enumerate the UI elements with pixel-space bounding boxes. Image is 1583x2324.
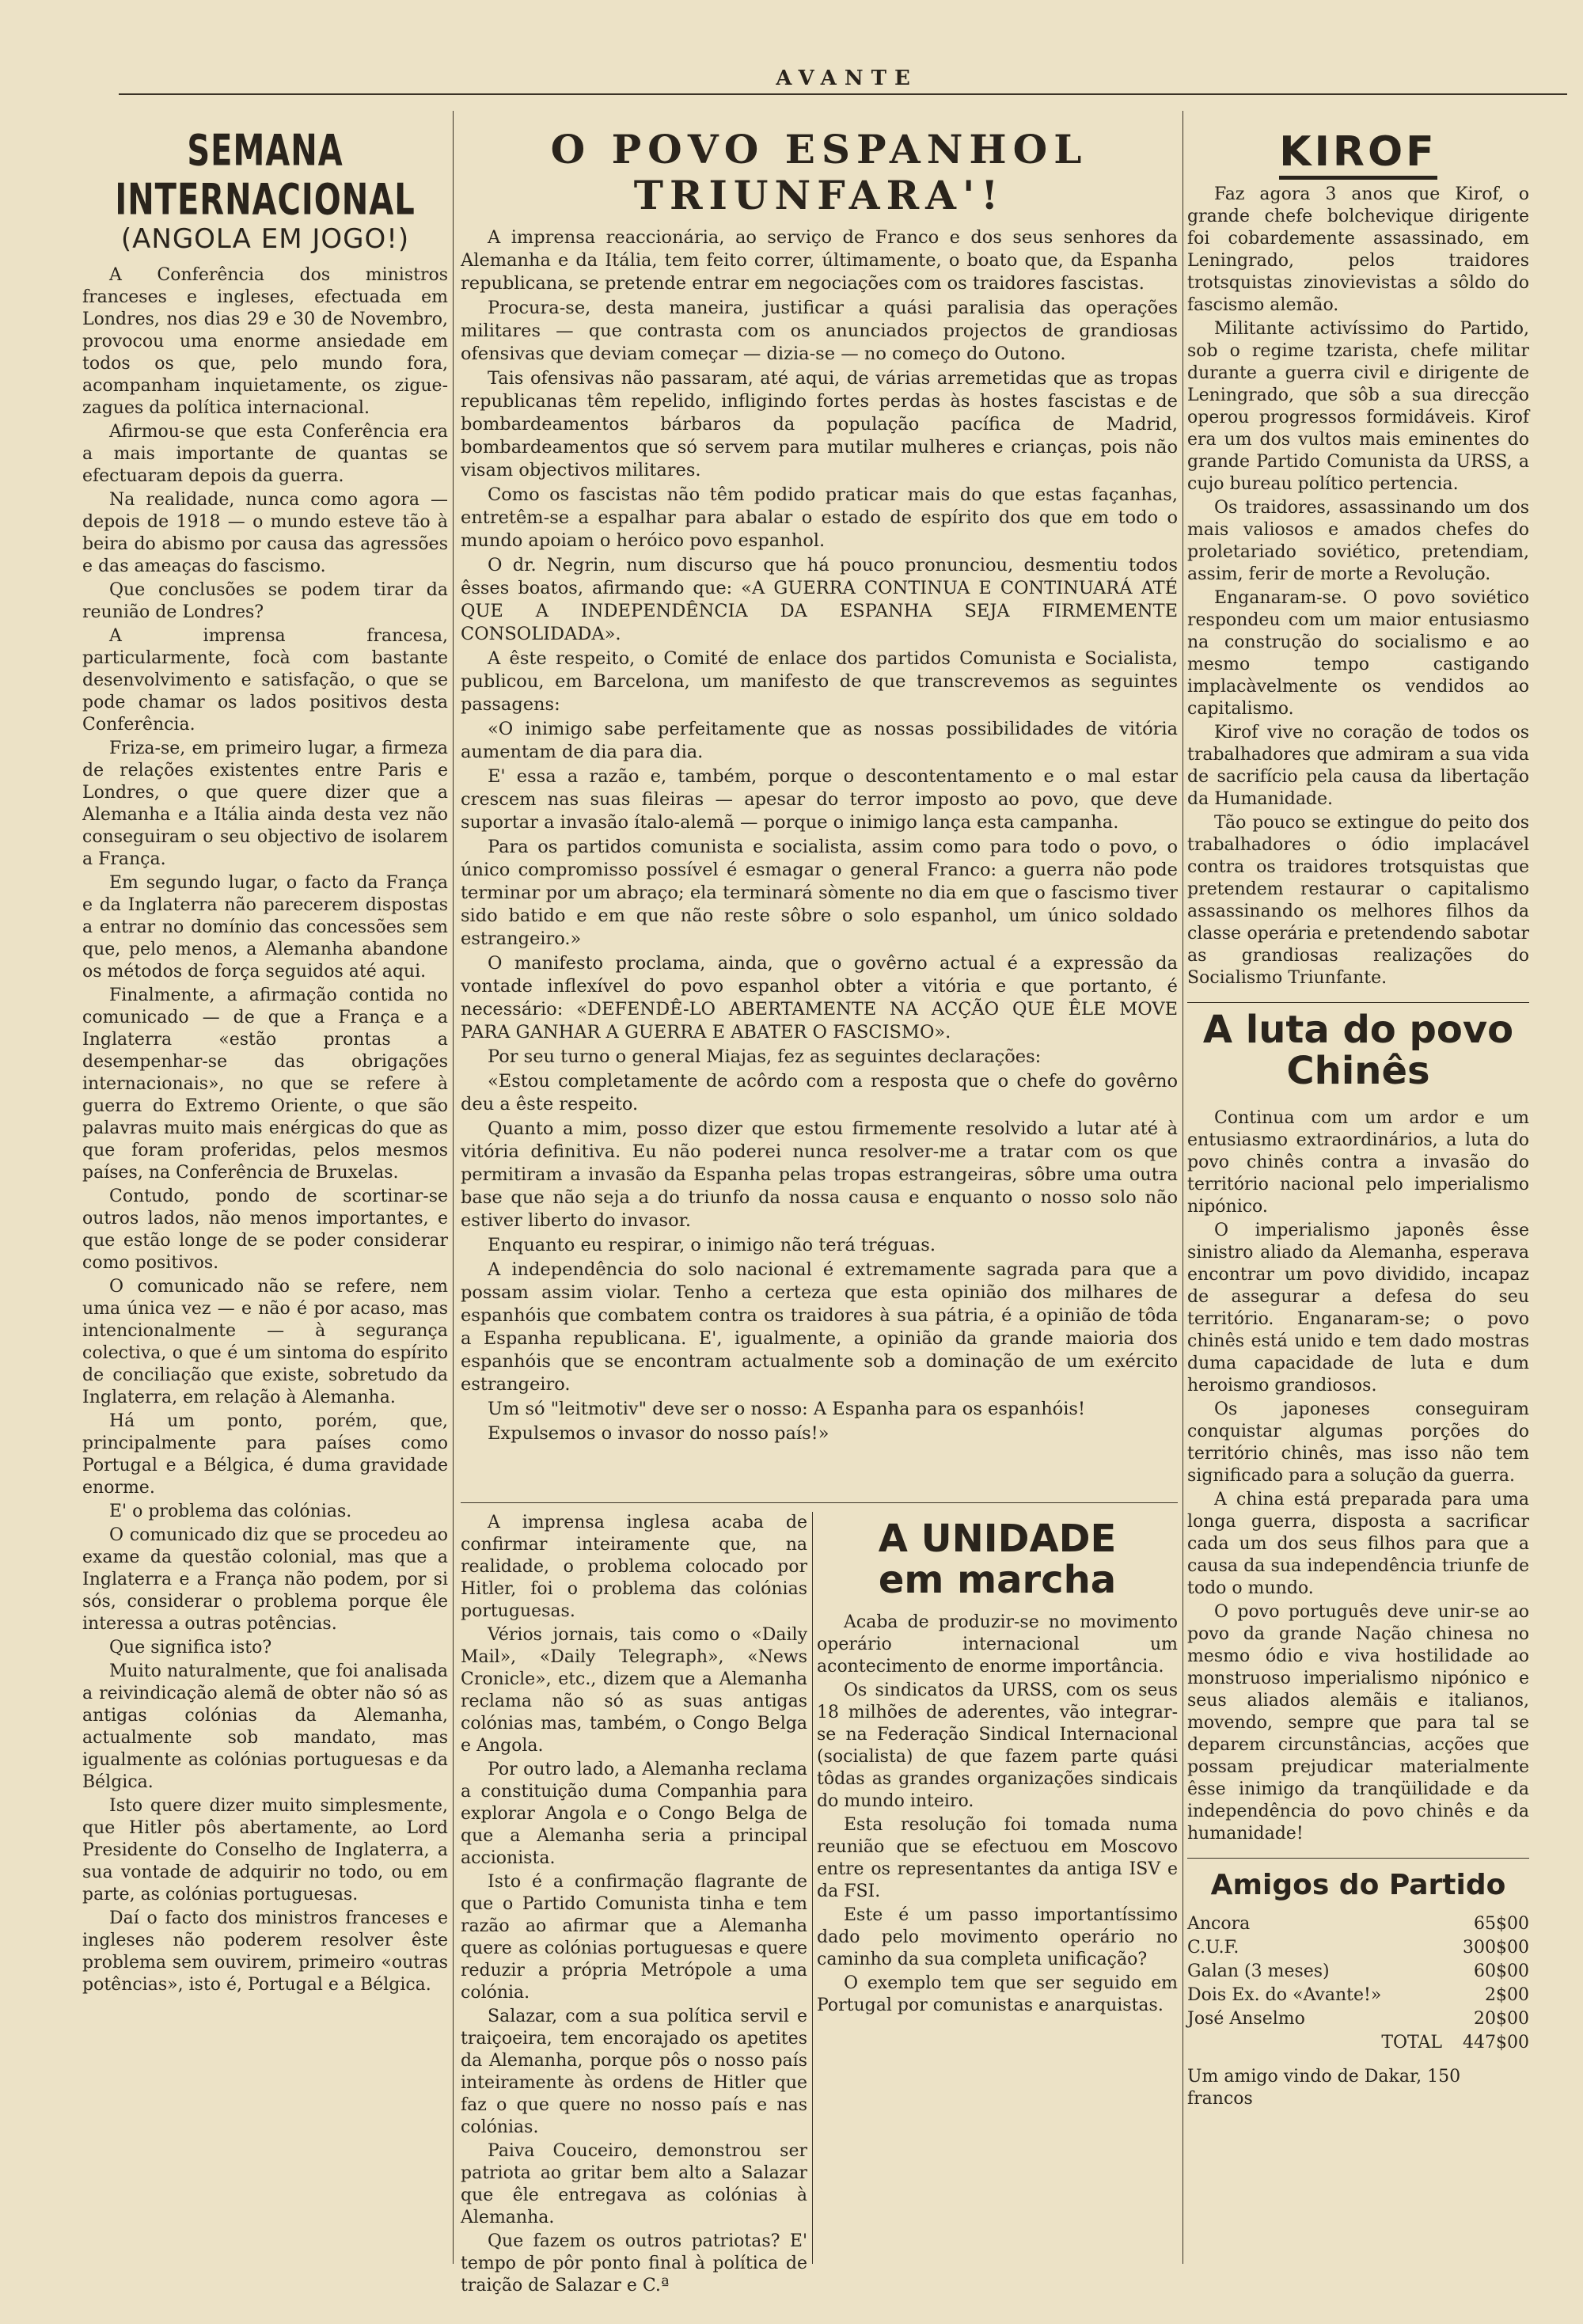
paragraph: Quanto a mim, posso dizer que estou firmemente resolvido a lutar até à vitória definitiva. Eu não poderei nunca resolver-me a tratar com os que permitiram a invasão da Espanha pelas tropas estrangeiras, sôbre uma outra base que não seja a do triunfo da nossa causa e enquanto o nosso solo não estiver liberto do invasor. xyxy=(461,1118,1178,1231)
paragraph: E' essa a razão e, também, porque o descontentamento e o mal estar crescem nas suas fileiras — apesar do terror imposto ao povo, que deve suportar a invasão ítalo-alemã — porque o inimigo lança esta campanha. xyxy=(461,766,1178,833)
paragraph: O exemplo tem que ser seguido em Portugal por comunistas e anarquistas. xyxy=(817,1973,1178,2015)
paragraph: Continua com um ardor e um entusiasmo extraordinários, a luta do povo chinês contra a invasão do território nacional pelo imperialismo nipónico. xyxy=(1187,1108,1529,1217)
paragraph: Contudo, pondo de scortinar-se outros lados, não menos importantes, e que estão longe de se poder considerar como positivos. xyxy=(82,1187,448,1273)
paragraph: Que fazem os outros patriotas? E' tempo de pôr ponto final à política de traição de Salazar e C.ª xyxy=(461,2231,807,2296)
donation-list xyxy=(1187,1912,1529,2055)
item-amount: 2$00 xyxy=(1485,1985,1529,2005)
paragraph: Um só "leitmotiv" deve ser o nosso: A Espanha para os espanhóis! xyxy=(488,1399,1086,1419)
paragraph: Daí o facto dos ministros franceses e ingleses não poderem resolver êste problema sem ouvirem, primeiro «outras potências», isto é, Portugal e a Bélgica. xyxy=(82,1908,448,1995)
article-semana-internacional xyxy=(82,111,448,2264)
paragraph: A imprensa inglesa acaba de confirmar inteiramente que, na realidade, o problema colocado por Hitler, foi o problema das colónias portuguesas. xyxy=(461,1513,807,1621)
paragraph: Finalmente, a afirmação contida no comunicado — de que a França e a Inglaterra «estão prontas a desempenhar-se das obrigações internacionais», no que se refere à guerra do Extremo Oriente, o que são palavras muito mais enérgicas do que as que foram proferidas, pelos mesmos países, na Conferência de Bruxelas. xyxy=(82,985,448,1183)
item-label: C.U.F. xyxy=(1187,1938,1239,1958)
item-amount: 60$00 xyxy=(1474,1961,1529,1981)
paragraph: Por seu turno o general Miajas, fez as seguintes declarações: xyxy=(488,1046,1042,1067)
top-rule xyxy=(119,93,1567,95)
paragraph: Procura-se, desta maneira, justificar a quási paralisia das operações militares — que contrasta com os anunciados projectos de grandiosas ofensivas que deviam começar — dizia-se — no começo do Outono. xyxy=(461,298,1178,364)
title-line: A luta do povo xyxy=(1202,1008,1514,1052)
column-rule xyxy=(812,1512,813,2264)
paragraph: Faz agora 3 anos que Kirof, o grande chefe bolchevique dirigente foi cobardemente assassinado, em Leningrado, pelos traidores trotsquistas zinovievistas a sôldo do fascismo alemão. xyxy=(1187,184,1529,315)
paragraph: A imprensa reaccionária, ao serviço de Franco e dos seus senhores da Alemanha e da Itália, tem feito correr, últimamente, o boato que, da Espanha republicana, se pretende entrar em negociações com os traidores fascistas. xyxy=(461,227,1178,294)
title-line: em marcha xyxy=(878,1558,1117,1602)
paragraph: Friza-se, em primeiro lugar, a firmeza de relações existentes entre Paris e Londres, o que quere dizer que a Alemanha e a Itália ainda desta vez não conseguiram o seu objectivo de isolarem a França. xyxy=(82,739,448,869)
article-title: (ANGOLA EM JOGO!) xyxy=(120,223,410,255)
paragraph: Tais ofensivas não passaram, até aqui, de várias arremetidas que as tropas republicanas têm repelido, infligindo fortes perdas às hostes fascistas e de bombardeamentos bárbaros da população pacífica de Madrid, bombardeamentos que só servem para mutilar mulheres e crianças, pois não visam objectivos militares. xyxy=(461,368,1178,480)
paragraph: A independência do solo nacional é extremamente sagrada para que a possam assim violar. Tenho a certeza que esta opinião dos milhares de espanhóis que combatem contra os traidores à sua pátria, é a opinião de tôda a Espanha republicana. E', igualmente, a opinião da grande maioria dos espanhóis que se encontram actualmente sob a dominação de um exército estrangeiro. xyxy=(461,1259,1178,1395)
paragraph: Os japoneses conseguiram conquistar algumas porções do território chinês, mas isso não tem significado para a solução da guerra. xyxy=(1187,1399,1529,1486)
section-rule xyxy=(1187,1858,1529,1859)
masthead: AVANTE xyxy=(776,66,918,90)
paragraph: «Estou completamente de acôrdo com a resposta que o chefe do govêrno deu a êste respeito. xyxy=(461,1071,1178,1115)
paragraph: Esta resolução foi tomada numa reunião que se efectuou em Moscovo entre os representantes da antiga ISV e da FSI. xyxy=(817,1815,1178,1901)
column-rule xyxy=(453,111,454,2264)
paragraph: Por outro lado, a Alemanha reclama a constituição duma Companhia para explorar Angola e o Congo Belga de que a Alemanha seria a principal accionista. xyxy=(461,1760,807,1868)
paragraph: O dr. Negrin, num discurso que há pouco pronunciou, desmentiu todos êsses boatos, afirmando que: «A GUERRA CONTINUA E CONTINUARÁ ATÉ QUE A INDEPENDÊNCIA DA ESPANHA SEJA FIRMEMENTE CONSOLIDADA». xyxy=(461,555,1178,644)
paragraph: A china está preparada para uma longa guerra, disposta a sacrificar cada um dos seus filhos para que a causa da sua independência triunfe de todo o mundo. xyxy=(1187,1490,1529,1598)
amigos-title: Amigos do Partido xyxy=(1210,1869,1506,1901)
item-amount: 65$00 xyxy=(1474,1914,1529,1934)
list-item xyxy=(1187,1936,1529,1960)
list-item xyxy=(1187,2007,1529,2031)
list-item xyxy=(1187,1912,1529,1936)
title-line: A UNIDADE xyxy=(878,1517,1117,1561)
title-line: TRIUNFARA'! xyxy=(633,172,1005,218)
paragraph: A êste respeito, o Comité de enlace dos partidos Comunista e Socialista, publicou, em Barcelona, um manifesto de que transcrevemos as seguintes passagens: xyxy=(461,648,1178,715)
paragraph: Como os fascistas não têm podido praticar mais do que estas façanhas, entretêm-se a espalhar para abalar o estado de espírito dos que em todo o mundo apoiam o heróico povo espanhol. xyxy=(461,484,1178,551)
paragraph: Os sindicatos da URSS, com os seus 18 milhões de aderentes, vão integrar-se na Federação Sindical Internacional (socialista) de que fazem parte quási tôdas as grandes organizações sindicais do mundo inteiro. xyxy=(817,1680,1178,1811)
paragraph: Há um ponto, porém, que, principalmente para países como Portugal e a Bélgica, é duma gravidade enorme. xyxy=(82,1411,448,1498)
total-amount: 447$00 xyxy=(1463,2033,1529,2052)
item-amount: 20$00 xyxy=(1474,2009,1529,2029)
section-title: SEMANA INTERNACIONAL xyxy=(115,126,416,226)
article-title xyxy=(461,127,1178,218)
paragraph: A imprensa francesa, particularmente, focà com bastante desenvolvimento e satisfação, o que se pode chamar os lados positivos desta Conferência. xyxy=(82,626,448,735)
section-rule xyxy=(1187,1002,1529,1003)
title-line: Chinês xyxy=(1286,1049,1430,1093)
paragraph: Enquanto eu respirar, o inimigo não terá tréguas. xyxy=(488,1235,936,1255)
paragraph: O manifesto proclama, ainda, que o govêrno actual é a expressão da vontade inflexível do povo espanhol obter a vitória e que portanto, é necessário: «DEFENDÊ-LO ABERTAMENTE NA ACÇÃO QUE ÊLE MOVE PARA GANHAR A GUERRA E ABATER O FASCISMO». xyxy=(461,953,1178,1042)
paragraph: O comunicado diz que se procedeu ao exame da questão colonial, mas que a Inglaterra e a França não podem, por si sós, considerar o problema porque êle interessa a outras potências. xyxy=(82,1525,448,1634)
paragraph: Paiva Couceiro, demonstrou ser patriota ao gritar bem alto a Salazar que êle entregava as colónias à Alemanha. xyxy=(461,2141,807,2227)
paragraph: Salazar, com a sua política servil e traiçoeira, tem encorajado os apetites da Alemanha, porque pôs o nosso país inteiramente às ordens de Hitler que faz o que quere no nosso país e nas colónias. xyxy=(461,2007,807,2137)
paragraph: Enganaram-se. O povo soviético respondeu com um maior entusiasmo na construção do socialismo e ao mesmo tempo castigando implacàvelmente os vendidos ao capitalismo. xyxy=(1187,588,1529,719)
paragraph: Em segundo lugar, o facto da França e da Inglaterra não parecerem dispostas a entrar no domínio das concessões sem que, pelo menos, a Alemanha abandone os métodos de força seguidos até aqui. xyxy=(82,873,448,982)
donation-footer: Um amigo vindo de Dakar, 150 francos xyxy=(1187,2067,1461,2109)
list-item xyxy=(1187,1984,1529,2007)
paragraph: Acaba de produzir-se no movimento operário internacional um acontecimento de enorme importância. xyxy=(817,1612,1178,1677)
paragraph: Os traidores, assassinando um dos mais valiosos e amados chefes do proletariado soviético, pretendiam, assim, ferir de morte a Revolução. xyxy=(1187,498,1529,584)
item-label: Ancora xyxy=(1187,1914,1251,1934)
item-label: Dois Ex. do «Avante!» xyxy=(1187,1985,1382,2005)
paragraph: O imperialismo japonês êsse sinistro aliado da Alemanha, esperava encontrar um povo dividido, incapaz de assegurar a defesa do seu território. Enganaram-se; o povo chinês está unido e tem dado mostras duma capacidade de luta e dum heroismo grandiosos. xyxy=(1187,1221,1529,1396)
article-title xyxy=(1187,1009,1529,1092)
item-amount: 300$00 xyxy=(1463,1938,1529,1958)
article-colonias xyxy=(461,1512,807,2296)
list-item xyxy=(1187,1960,1529,1984)
article-povo-espanhol xyxy=(461,111,1178,1488)
title-line: O POVO ESPANHOL xyxy=(550,126,1088,173)
paragraph: Isto quere dizer muito simplesmente, que Hitler pôs abertamente, ao Lord Presidente do Conselho de Inglaterra, a sua vontade de adquirir no todo, ou em parte, as colónias portuguesas. xyxy=(82,1796,448,1904)
section-rule xyxy=(461,1502,1178,1503)
kirof-title: KIROF xyxy=(1279,128,1437,180)
paragraph: Que conclusões se podem tirar da reunião de Londres? xyxy=(82,580,448,622)
paragraph: A Conferência dos ministros franceses e ingleses, efectuada em Londres, nos dias 29 e 30 de Novembro, provocou uma enorme ansiedade em todos os que, pelo mundo fora, acompanham inquietamente, os zigue-zagues da política internacional. xyxy=(82,265,448,418)
paragraph: Tão pouco se extingue do peito dos trabalhadores o ódio implacável contra os traidores trotsquistas que pretendem restaurar o capitalismo assassinando os melhores filhos da classe operária e pretendendo sabotar as grandiosas realizações do Socialismo Triunfante. xyxy=(1187,813,1529,988)
right-column xyxy=(1187,111,1529,2264)
article-unidade xyxy=(817,1512,1178,2264)
paragraph: Expulsemos o invasor do nosso país!» xyxy=(488,1423,829,1444)
paragraph: E' o problema das colónias. xyxy=(109,1502,352,1521)
article-title xyxy=(1187,128,1529,176)
total-label: TOTAL xyxy=(1381,2033,1443,2052)
paragraph: Isto é a confirmação flagrante de que o Partido Comunista tinha e tem razão ao afirmar que a Alemanha quere as colónias portuguesas e quere reduzir a própria Metrópole a uma colónia. xyxy=(461,1872,807,2003)
paragraph: Muito naturalmente, que foi analisada a reivindicação alemã de obter não só as antigas colónias da Alemanha, actualmente sob mandato, mas igualmente as colónias portuguesas e da Bélgica. xyxy=(82,1661,448,1792)
paragraph: Afirmou-se que esta Conferência era a mais importante de quantas se efectuaram depois da guerra. xyxy=(82,422,448,486)
paragraph: «O inimigo sabe perfeitamente que as nossas possibilidades de vitória aumentam de dia para dia. xyxy=(461,719,1178,762)
paragraph: O comunicado não se refere, nem uma única vez — e não é por acaso, mas intencionalmente — à segurança colectiva, o que é um sintoma do espírito de conciliação que existe, sobretudo da Inglaterra, em relação à Alemanha. xyxy=(82,1277,448,1407)
paragraph: Que significa isto? xyxy=(109,1638,272,1658)
total-row xyxy=(1187,2031,1529,2055)
item-label: José Anselmo xyxy=(1187,2009,1305,2029)
paragraph: Kirof vive no coração de todos os trabalhadores que admiram a sua vida de sacrifício pela causa da libertação da Humanidade. xyxy=(1187,723,1529,809)
paragraph: Militante activíssimo do Partido, sob o regime tzarista, chefe militar durante a guerra civil e dirigente de Leningrado, que sôb a sua direcção operou progressos formidáveis. Kirof era um dos vultos mais eminentes do grande Partido Comunista da URSS, a cujo bureau político pertencia. xyxy=(1187,319,1529,494)
paragraph: Este é um passo importantíssimo dado pelo movimento operário no caminho da sua completa unificação? xyxy=(817,1905,1178,1969)
paragraph: O povo português deve unir-se ao povo da grande Nação chinesa no mesmo ódio e viva hostilidade ao monstruoso imperialismo nipónico e seus aliados alemãis e italianos, movendo, sempre que para tal se deparem circunstâncias, acções que possam prejudicar materialmente êsse inimigo da tranqüilidade e da independência do povo chinês e da humanidade! xyxy=(1187,1602,1529,1844)
paragraph: Vérios jornais, tais como o «Daily Mail», «Daily Telegraph», «News Cronicle», etc., dizem que a Alemanha reclama não só as suas antigas colónias mas, também, o Congo Belga e Angola. xyxy=(461,1625,807,1756)
item-label: Galan (3 meses) xyxy=(1187,1961,1330,1981)
paragraph: Para os partidos comunista e socialista, assim como para todo o povo, o único compromisso possível é esmagar o general Franco: a guerra não pode terminar por um abraço; ela terminará sòmente no dia em que o fascismo tiver sido batido e em que não reste sôbre o solo espanhol, um único soldado estrangeiro.» xyxy=(461,837,1178,949)
article-title xyxy=(817,1518,1178,1601)
paragraph: Na realidade, nunca como agora — depois de 1918 — o mundo esteve tão à beira do abismo por causa das agressões e das ameaças do fascismo. xyxy=(82,490,448,576)
